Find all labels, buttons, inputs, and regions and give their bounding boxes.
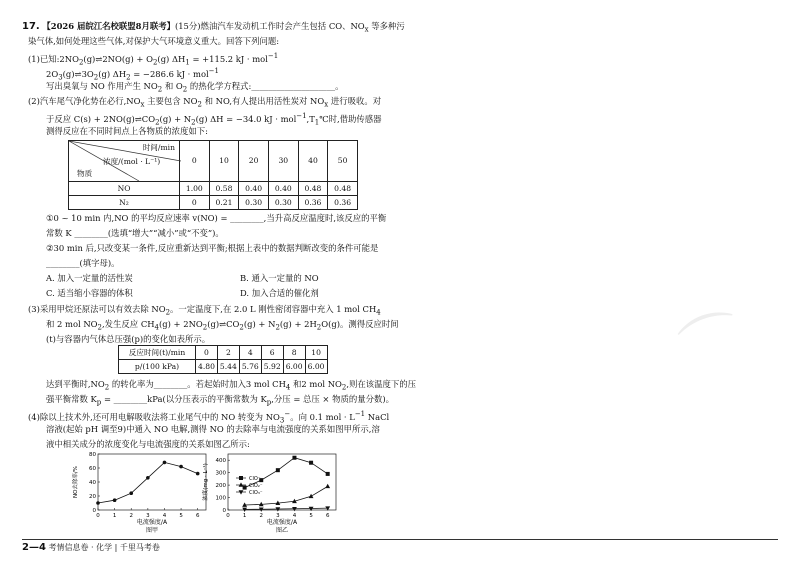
time-20: 20 [239,141,269,182]
part4-line1: (4)除以上技术外,还可用电解吸收法将工业尾气中的 NO 转变为 $NO_3^-$。向 0.1 mol · $L^{-1}$ NaCl [28,410,390,425]
footer-mark: | 千里马考卷 [114,543,160,552]
time-50: 50 [328,141,358,182]
cell: 0.36 [328,196,358,210]
x-tick-label: 4 [292,513,297,519]
data-point [146,476,150,480]
row-label: p/(100 kPa) [119,360,196,374]
row-label: N₂ [69,196,180,210]
part1-eq2: $2O_3(g)\rightleftharpoons 3O_2(g) \Delta H_2 = -286.6$ kJ · mol$^{-1}$ [46,67,219,82]
cell: 6.00 [305,360,327,374]
cell: 2 [217,346,239,360]
y-tick-label: 60 [89,466,96,472]
question-intro: 染气体,如何处理这些气体,对保护大气环境意义重大。回答下列问题: [28,36,280,46]
cell: 0.40 [268,182,298,196]
data-point [325,484,330,488]
y-tick-label: 300 [215,470,226,477]
table-row [69,182,358,196]
data-point [276,468,280,472]
part3-line1: (3)采用甲烷还原法可以有效去除 $NO_2$。一定温度下,在 2.0 L 刚性密闭容器中充入 1 mol $CH_4$ [28,304,381,317]
part4-line3: 液中相关成分的浓度变化与电流强度的关系如图乙所示: [46,439,250,449]
corner-substance: 物质 [77,169,93,178]
legend-marker [239,476,243,480]
option-a: A. 加入一定量的活性炭 [46,273,133,283]
cell: 0.48 [328,182,358,196]
table-row [119,346,328,360]
part2-q1b: 常数 K ________(选填“增大”“减小”或“不变”)。 [46,228,224,238]
series-line [98,462,198,503]
x-tick-label: 6 [195,513,200,519]
y-tick-label: 100 [215,495,226,502]
data-point [243,486,247,490]
x-tick-label: 5 [309,513,313,519]
data-point [179,465,183,469]
y-tick-label: 200 [215,483,226,490]
x-tick-label: 4 [162,513,167,519]
part2-q1a: ①0 ~ 10 min 内,NO 的平均反应速率 v(NO) = ________,当升高反应温度时,该反应的平衡 [46,213,387,223]
legend-label: ClO₃⁻ [249,490,263,496]
cell: 0.30 [268,196,298,210]
data-point [129,491,133,495]
part3-qb: 强平衡常数 $K_p$ = ________kPa(以分压表示的平衡常数为 $K_p$,分压 = 总压 × 物质的量分数)。 [46,394,394,407]
cell: 5.44 [217,360,239,374]
x-tick-label: 2 [129,513,133,519]
watermark: ⌒ [672,301,753,388]
table-corner-cell [69,141,180,182]
time-30: 30 [268,141,298,182]
cell: 5.76 [239,360,261,374]
part3-line3: (t)与容器内气体总压强(p)的变化如表所示。 [46,334,211,344]
x-tick-label: 1 [112,513,117,519]
cell: 0.40 [239,182,269,196]
x-axis-label: 电流强度/A [266,519,298,526]
y-tick-label: 400 [215,458,226,465]
x-axis-label: 电流强度/A [136,519,168,526]
data-point [309,494,314,498]
data-point [113,498,117,502]
x-tick-label: 3 [276,513,280,519]
plot-frame [228,454,336,510]
x-tick-label: 6 [325,513,330,519]
part3-line2: 和 2 mol $NO_2$,发生反应 $CH_4(g)$ + $2NO_2(g)\rightleftharpoons CO_2(g) + N_2(g) + 2H_2O(g)$。测得反应时间 [46,319,399,332]
question-header: 17. 【2026 届皖江名校联盟8月联考】(15分)燃油汽车发动机工作时会产生包括 CO、$NO_x$ 等多种污 [22,21,405,34]
series-line [245,508,328,509]
y-tick-label: 40 [89,480,96,486]
y-tick-label: 20 [89,494,96,500]
cell: 0.36 [298,196,328,210]
part2-line1: (2)汽车尾气净化势在必行$,NO_x$ 主要包含 $NO_2$ 和 NO,有人提出用活性炭对 $NO_x$ 进行吸收。对 [28,96,382,109]
part2-q2b: ________(填字母)。 [46,258,120,268]
x-tick-label: 5 [179,513,183,519]
cell: 6 [261,346,283,360]
time-10: 10 [209,141,239,182]
legend-label: ClO⁻ [249,476,261,482]
cell: 8 [283,346,305,360]
y-tick-label: 0 [222,508,226,514]
footer-rule [22,539,778,540]
pressure-table [118,345,328,374]
time-40: 40 [298,141,328,182]
row-label: NO [69,182,180,196]
x-tick-label: 2 [259,513,263,519]
option-b: B. 通入一定量的 NO [240,273,319,283]
cell: 5.92 [261,360,283,374]
table-row [69,196,358,210]
concentration-table [68,140,358,210]
cell: 4 [239,346,261,360]
cell: 0.48 [298,182,328,196]
part2-line3: 测得反应在不同时间点上各物质的浓度如下: [46,126,208,136]
cell: 0 [196,346,218,360]
cell: 0.21 [209,196,239,210]
cell: 10 [305,346,327,360]
chart-title: 图乙 [275,527,289,534]
part1-eq1: (1)已知$:2NO_2(g)\rightleftharpoons 2NO(g) + O_2(g) \Delta H_1 = +115.2$ kJ · mol$^{-1}$ [28,52,279,67]
cell: 4.80 [196,360,218,374]
head-label: 反应时间(t)/min [119,346,196,360]
footer [22,542,160,554]
part2-q2a: ②30 min 后,只改变某一条件,反应重新达到平衡;根据上表中的数据判断改变的条件可能是 [46,243,379,253]
corner-conc: 浓度/(mol · L⁻¹) [103,157,161,166]
y-tick-label: 0 [92,508,96,514]
legend-label: ClO₂⁻ [249,483,263,489]
part2-line2: 于反应 $C(s) + 2NO(g)\rightleftharpoons CO_2(g) + N_2(g) \Delta H = -34.0$ kJ · $mol^{-1},T_1℃$时,借助传感器 [46,112,382,127]
cell: 1.00 [180,182,210,196]
x-tick-label: 3 [146,513,150,519]
data-point [326,472,330,476]
legend-marker [239,482,244,486]
data-point [309,461,313,465]
cell: 6.00 [283,360,305,374]
y-axis-label: 浓度(mg · L⁻¹) [203,463,209,501]
data-point [196,472,200,476]
chart-yi [200,450,350,542]
data-point [163,461,167,465]
y-axis-label: NO去除率/% [73,465,79,499]
x-tick-label: 1 [242,513,247,519]
x-tick-label: 0 [96,513,100,519]
footer-title: 考情信息卷 · 化学 [48,543,113,552]
cell: 0.58 [209,182,239,196]
data-point [96,501,100,505]
cell: 0 [180,196,210,210]
cell: 0.30 [239,196,269,210]
x-tick-label: 0 [226,513,230,519]
table-row [119,360,328,374]
time-0: 0 [180,141,210,182]
corner-time: 时间/min [142,143,175,152]
part4-line2: 溶液(起始 pH 调至9)中通入 NO 电解,测得 NO 的去除率与电流强度的关系如图甲所示,溶 [46,424,380,434]
page-number: 2—4 [22,542,46,553]
option-c: C. 适当缩小容器的体积 [46,288,133,298]
data-point [292,456,296,460]
chart-title: 图甲 [145,527,159,534]
y-tick-label: 80 [89,452,96,458]
legend-marker [239,490,244,494]
part3-qa: 达到平衡时$,NO_2$ 的转化率为________。若起始时加入3 mol $CH_4$ 和2 mol $NO_2$,则在该温度下的压 [46,379,417,392]
option-d: D. 加入合适的催化剂 [240,288,319,298]
chart-jia [70,450,220,542]
part1-task: 写出臭氧与 NO 作用产生 $NO_2$ 和 $O_2$ 的热化学方程式:____________________。 [46,81,344,94]
